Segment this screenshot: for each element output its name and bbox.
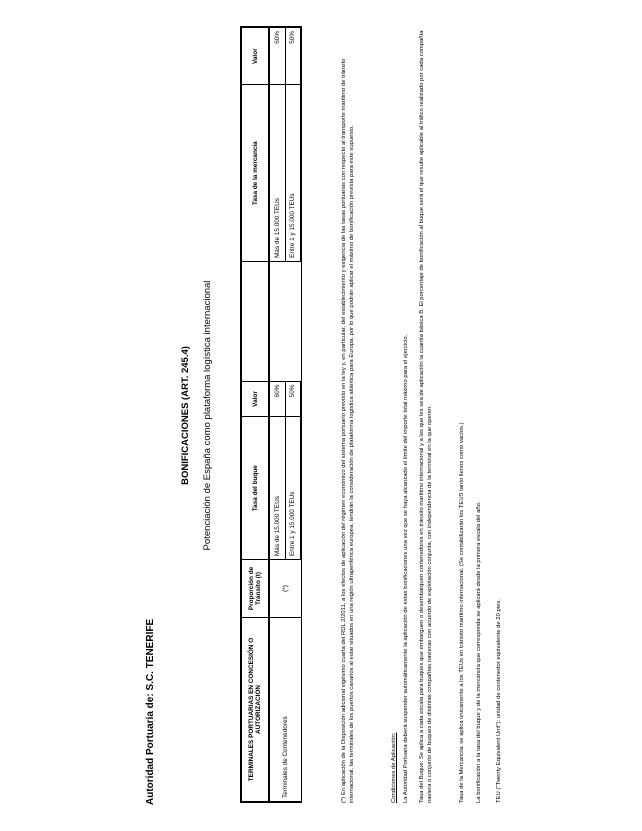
- header-tasa-buque: Tasa del buque: [241, 417, 269, 560]
- authority-heading: Autoridad Portuaria de: S.C. TENERIFE: [145, 618, 156, 805]
- cell-buque-tasa: Más de 15.000 TEUs: [269, 417, 285, 560]
- header-terminales: TERMINALES PORTUARIAS EN CONCESIÓN O AUTORIZACIÓN: [241, 617, 269, 802]
- cell-buque-valor: 60%: [269, 381, 285, 417]
- conditions-title: Condiciones de Aplicación:: [391, 732, 397, 803]
- asterisk-footnote: (*) En aplicación de la Disposición adicional vigésimo cuarta del RDL 2/2011, a los efectos de aplicación del régimen económico del sistema portuario previsto en la ley y, en particular, del establecimiento y exigencia de las tasas portuarias con respecto al transporte marítimo de tránsito internacional, las terminales de los puertos canarios al estar situados en una región ultraperiférica europea, tendrán la consideración de plataforma logística atlántica para Europa, por lo que podrán aplicar el máximo de bonificación prevista para este supuesto.: [341, 58, 356, 803]
- header-valor-buque: Valor: [241, 381, 269, 417]
- cell-buque-valor: 50%: [285, 381, 301, 417]
- cell-proporcion: (*): [269, 560, 301, 618]
- cell-mercancia-tasa: Más de 15.000 TEUs: [269, 85, 285, 262]
- header-spacer: [241, 261, 269, 381]
- page-title: BONIFICACIONES (ART. 245.4): [180, 346, 191, 485]
- condition-item: La Autoridad Portuaria deberá suspender automáticamente la aplicación de estas bonificaciones una vez que se haya alcanzado el límite del importe total máximo para el ejercicio.: [403, 334, 409, 803]
- bonificaciones-table: [240, 26, 302, 803]
- condition-item: Tasa del Buque: Se aplica a cada escala para buques que embarguen o desembarquen contenedores en tránsito marítimo internacional y a los que les sea de aplicación la cuantía básica B. El porcentaje de bonificación al buque será el que resulte aplicable al tráfico realizado por cada compañía naviera o conjunto de buques de distintas compañías navieras con acuerdo de explotación conjunta, con independencia de la terminal en la que operen.: [419, 30, 434, 803]
- page-subtitle: Potenciación de España como plataforma logística internacional: [202, 280, 213, 551]
- header-tasa-mercancia: Tasa de la mercancía: [241, 85, 269, 262]
- header-valor-mercancia: Valor: [241, 27, 269, 85]
- cell-mercancia-tasa: Entre 1 y 15.000 TEUs: [285, 85, 301, 262]
- cell-mercancia-valor: 60%: [269, 27, 285, 85]
- header-proporcion: Proporción de Tránsito (t): [241, 560, 269, 618]
- cell-buque-tasa: Entre 1 y 15.000 TEUs: [285, 417, 301, 560]
- condition-item: La bonificación a la tasa del buque y de la mercancía que corresponda se aplicará desde la primera escala del año.: [476, 501, 482, 803]
- table-row: [269, 27, 285, 802]
- cell-mercancia-valor: 50%: [285, 27, 301, 85]
- condition-item: Tasa de la Mercancía: se aplica únicamente a los TEUs en tránsito marítimo internacional. (Se contabilizarán los TEUS tanto llenos como vacíos.): [459, 422, 465, 803]
- cell-spacer: [269, 261, 301, 381]
- cell-terminal: Terminales de Contenedores: [269, 617, 301, 802]
- condition-item: TEU ("Twenty Equivalent Unit"): unidad de contenedor equivalente de 20 pies.: [496, 599, 502, 803]
